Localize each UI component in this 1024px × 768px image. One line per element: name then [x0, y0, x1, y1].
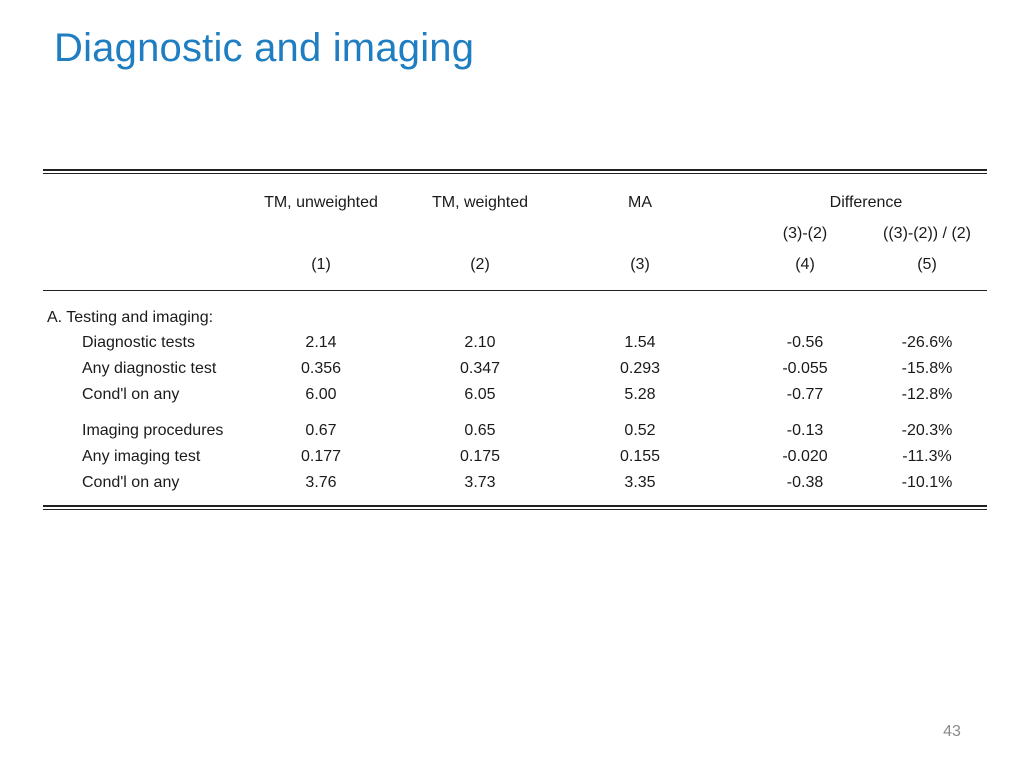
row-value-col3: 1.54	[624, 334, 656, 351]
row-value-col5: -15.8%	[901, 360, 953, 377]
page-number: 43	[943, 723, 961, 740]
header-number-2: (2)	[470, 256, 490, 273]
header-ma: MA	[628, 194, 652, 211]
row-value-col4: -0.055	[782, 360, 828, 377]
row-value-col3: 3.35	[624, 474, 656, 491]
row-value-col1: 0.356	[300, 360, 342, 377]
header-number-1: (1)	[311, 256, 331, 273]
row-value-col2: 2.10	[464, 334, 496, 351]
row-value-col3: 0.293	[619, 360, 661, 377]
row-label: Cond'l on any	[82, 474, 180, 491]
row-value-col2: 3.73	[464, 474, 496, 491]
row-value-col3: 0.155	[619, 448, 661, 465]
row-label: Any imaging test	[82, 448, 201, 465]
header-number-4: (4)	[795, 256, 815, 273]
row-value-col4: -0.56	[786, 334, 824, 351]
slide-title: Diagnostic and imaging	[54, 26, 475, 70]
header-difference: Difference	[829, 194, 903, 211]
table-top-rule	[43, 169, 987, 174]
row-label: Imaging procedures	[82, 422, 224, 439]
header-col4-formula: (3)-(2)	[782, 225, 828, 242]
row-value-col1: 0.177	[300, 448, 342, 465]
row-value-col2: 6.05	[464, 386, 496, 403]
table-bottom-rule	[43, 505, 987, 510]
row-value-col5: -20.3%	[901, 422, 953, 439]
row-value-col1: 6.00	[305, 386, 337, 403]
row-label: Cond'l on any	[82, 386, 180, 403]
row-value-col4: -0.77	[786, 386, 824, 403]
row-value-col2: 0.65	[464, 422, 496, 439]
row-value-col5: -26.6%	[901, 334, 953, 351]
row-value-col4: -0.13	[786, 422, 824, 439]
row-label: Any diagnostic test	[82, 360, 217, 377]
row-value-col5: -11.3%	[902, 448, 952, 465]
row-value-col4: -0.38	[786, 474, 824, 491]
row-value-col2: 0.175	[459, 448, 501, 465]
row-value-col3: 5.28	[624, 386, 656, 403]
header-tm-weighted: TM, weighted	[431, 194, 529, 211]
header-tm-unweighted: TM, unweighted	[264, 194, 378, 211]
row-value-col1: 3.76	[305, 474, 337, 491]
row-value-col3: 0.52	[624, 422, 656, 439]
row-value-col1: 0.67	[305, 422, 337, 439]
row-value-col2: 0.347	[459, 360, 501, 377]
header-bottom-rule	[43, 290, 987, 291]
row-label: Diagnostic tests	[82, 334, 195, 351]
row-value-col1: 2.14	[305, 334, 337, 351]
header-col5-formula: ((3)-(2)) / (2)	[883, 225, 971, 242]
header-number-3: (3)	[630, 256, 650, 273]
header-number-5: (5)	[917, 256, 937, 273]
section-label: A. Testing and imaging:	[47, 309, 214, 326]
row-value-col5: -12.8%	[901, 386, 953, 403]
row-value-col5: -10.1%	[901, 474, 953, 491]
row-value-col4: -0.020	[782, 448, 828, 465]
